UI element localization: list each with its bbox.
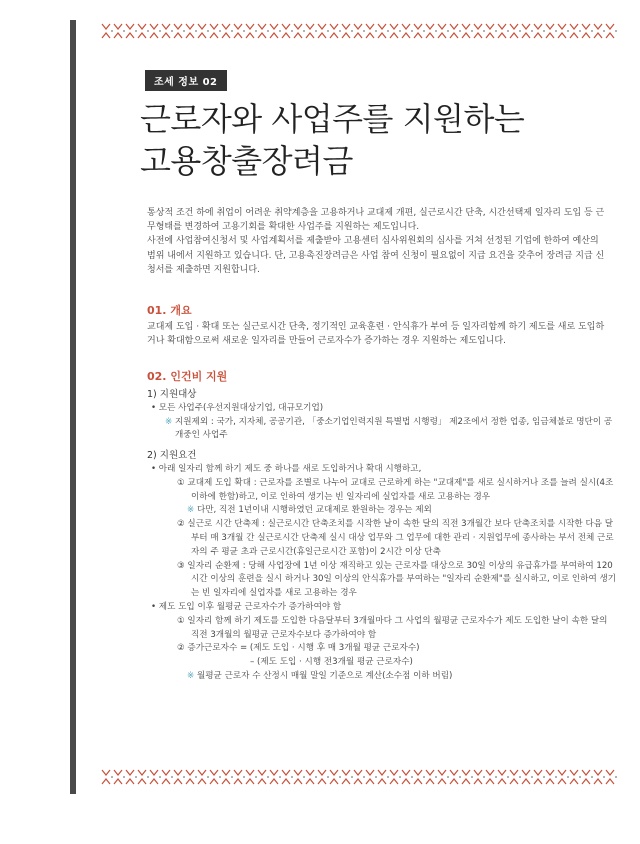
pattern-dot (423, 776, 425, 778)
requirement-item-4: ① 일자리 함께 하기 제도를 도입한 다음달부터 3개월마다 그 사업의 월평균 근로자수가 제도 도입한 날이 속한 달의 직전 3개월의 월평균 근로자수보다 증가하여야 함 (177, 615, 608, 640)
pattern-dot (243, 776, 245, 778)
pattern-dot (447, 776, 449, 778)
pattern-dot (615, 776, 617, 778)
pattern-chevron (114, 779, 122, 784)
pattern-chevron (258, 770, 266, 775)
pattern-chevron (558, 24, 566, 29)
pattern-dot (183, 30, 185, 32)
pattern-dot (267, 776, 269, 778)
requirement-item-1: ① 교대제 도입 확대 : 근로자를 조별로 나누어 교대로 근로하게 하는 "교대제"를 새로 실시하거나 조를 늘려 실시(4조 이하에 한함)하고, 이로 인하여 생기는 빈 일자리에 실업자를 새로 고용하는 경우 (177, 477, 614, 502)
pattern-chevron (282, 24, 290, 29)
section-1-paragraph: 교대제 도입 · 확대 또는 실근로시간 단축, 정기적인 교육훈련 · 안식휴가 부여 등 일자리함께 하기 제도를 새로 도입하거나 확대함으로써 새로운 일자리를 만들어 근로자수가 증가하는 경우 지원하는 제도입니다. (147, 322, 605, 347)
pattern-chevron (486, 770, 494, 775)
pattern-chevron (534, 779, 542, 784)
pattern-dot (339, 30, 341, 32)
pattern-chevron (306, 33, 314, 38)
pattern-dot (387, 776, 389, 778)
pattern-chevron (138, 779, 146, 784)
pattern-chevron (510, 33, 518, 38)
pattern-chevron (126, 779, 134, 784)
reference-mark-icon: ※ (187, 505, 195, 516)
pattern-chevron (246, 33, 254, 38)
support-target-title: 1) 지원대상 (147, 389, 197, 400)
pattern-chevron (330, 33, 338, 38)
page-title (140, 98, 524, 182)
pattern-dot (375, 30, 377, 32)
pattern-chevron (426, 33, 434, 38)
pattern-dot (411, 776, 413, 778)
pattern-chevron (498, 24, 506, 29)
pattern-dot (135, 30, 137, 32)
decorative-border-bottom (98, 766, 618, 788)
pattern-dot (315, 30, 317, 32)
pattern-dot (471, 776, 473, 778)
pattern-chevron (258, 33, 266, 38)
pattern-chevron (150, 33, 158, 38)
pattern-chevron (306, 779, 314, 784)
pattern-chevron (486, 33, 494, 38)
pattern-chevron (234, 770, 242, 775)
pattern-dot (423, 30, 425, 32)
pattern-chevron (102, 779, 110, 784)
formula-note (147, 670, 617, 684)
pattern-dot (555, 30, 557, 32)
pattern-chevron (282, 33, 290, 38)
formula-note-text: 월평균 근로자 수 산정시 매월 말일 기준으로 계산(소수점 이하 버림) (196, 670, 453, 681)
pattern-dot (195, 30, 197, 32)
exclusion-note (147, 416, 617, 444)
pattern-chevron (402, 770, 410, 775)
pattern-chevron (294, 33, 302, 38)
pattern-chevron (546, 770, 554, 775)
pattern-chevron (174, 779, 182, 784)
pattern-chevron (522, 770, 530, 775)
intro-paragraph-2: 사전에 사업참여신청서 및 사업계획서를 제출받아 고용센터 심사위원회의 심사를 거쳐 선정된 기업에 한하여 예산의 범위 내에서 지원하고 있습니다. 단, 고용촉진장려금은 사업 참여 신청이 필요없이 지급 요건을 갖추어 장려금 지급 신청서를 제출하면 지원합니다. (147, 236, 605, 275)
pattern-chevron (510, 779, 518, 784)
pattern-chevron (138, 24, 146, 29)
pattern-chevron (534, 770, 542, 775)
pattern-chevron (474, 770, 482, 775)
pattern-dot (207, 30, 209, 32)
pattern-chevron (390, 779, 398, 784)
pattern-chevron (162, 779, 170, 784)
pattern-chevron (462, 24, 470, 29)
pattern-chevron (114, 24, 122, 29)
pattern-dot (291, 30, 293, 32)
pattern-dot (111, 30, 113, 32)
pattern-chevron (474, 33, 482, 38)
requirements-bullet-2: • 제도 도입 이후 월평균 근로자수가 증가하여야 함 (151, 601, 342, 612)
pattern-dot (207, 776, 209, 778)
pattern-chevron (438, 779, 446, 784)
pattern-chevron (114, 33, 122, 38)
pattern-dot (231, 776, 233, 778)
pattern-chevron (330, 779, 338, 784)
pattern-chevron (486, 779, 494, 784)
pattern-dot (495, 30, 497, 32)
pattern-chevron (186, 33, 194, 38)
pattern-chevron (234, 779, 242, 784)
pattern-dot (111, 776, 113, 778)
pattern-dot (519, 30, 521, 32)
section-1-heading: 01. 개요 (147, 304, 192, 317)
pattern-dot (327, 30, 329, 32)
pattern-chevron (510, 24, 518, 29)
pattern-chevron (318, 770, 326, 775)
pattern-dot (579, 30, 581, 32)
pattern-dot (219, 30, 221, 32)
pattern-dot (567, 776, 569, 778)
pattern-chevron (366, 24, 374, 29)
pattern-chevron (186, 24, 194, 29)
section-tag: 조세 정보 02 (145, 70, 227, 91)
pattern-chevron (582, 770, 590, 775)
pattern-chevron (162, 33, 170, 38)
pattern-dot (351, 776, 353, 778)
pattern-chevron (606, 770, 614, 775)
pattern-chevron (354, 24, 362, 29)
pattern-chevron (426, 779, 434, 784)
pattern-chevron (150, 779, 158, 784)
pattern-dot (171, 776, 173, 778)
pattern-dot (303, 776, 305, 778)
pattern-dot (291, 776, 293, 778)
pattern-chevron (294, 779, 302, 784)
title-line-2: 고용창출장려금 (140, 142, 353, 180)
pattern-dot (459, 776, 461, 778)
pattern-dot (303, 30, 305, 32)
pattern-dot (123, 776, 125, 778)
pattern-chevron (342, 770, 350, 775)
pattern-chevron (246, 24, 254, 29)
pattern-chevron (318, 779, 326, 784)
pattern-dot (159, 30, 161, 32)
pattern-chevron (570, 33, 578, 38)
pattern-chevron (522, 24, 530, 29)
pattern-chevron (474, 24, 482, 29)
pattern-chevron (174, 33, 182, 38)
pattern-dot (543, 30, 545, 32)
pattern-chevron (534, 24, 542, 29)
pattern-chevron (294, 770, 302, 775)
pattern-dot (603, 30, 605, 32)
pattern-chevron (378, 24, 386, 29)
pattern-chevron (114, 770, 122, 775)
pattern-chevron (498, 33, 506, 38)
pattern-chevron (534, 33, 542, 38)
pattern-dot (123, 30, 125, 32)
pattern-chevron (342, 33, 350, 38)
pattern-chevron (390, 24, 398, 29)
pattern-dot (507, 776, 509, 778)
pattern-chevron (210, 33, 218, 38)
pattern-chevron (174, 24, 182, 29)
pattern-chevron (426, 24, 434, 29)
pattern-dot (159, 776, 161, 778)
pattern-chevron (306, 24, 314, 29)
pattern-chevron (402, 33, 410, 38)
pattern-chevron (582, 33, 590, 38)
section-2-body (147, 388, 617, 684)
pattern-dot (147, 776, 149, 778)
pattern-chevron (606, 779, 614, 784)
exclusion-note-text: 지원제외 : 국가, 지자체, 공공기관, 「중소기업인력지원 특별법 시행령」 제2조에서 정한 업종, 임금체불로 명단이 공개중인 사업주 (174, 416, 613, 441)
pattern-chevron (462, 770, 470, 775)
pattern-chevron (258, 24, 266, 29)
pattern-dot (447, 30, 449, 32)
pattern-dot (399, 776, 401, 778)
support-target-bullet: • 모든 사업주(우선지원대상기업, 대규모기업) (151, 402, 324, 413)
pattern-dot (579, 776, 581, 778)
pattern-chevron (390, 33, 398, 38)
pattern-dot (363, 30, 365, 32)
reference-mark-icon: ※ (187, 670, 195, 681)
pattern-dot (567, 30, 569, 32)
pattern-chevron (438, 24, 446, 29)
pattern-chevron (402, 779, 410, 784)
pattern-chevron (150, 24, 158, 29)
pattern-chevron (450, 779, 458, 784)
pattern-chevron (594, 779, 602, 784)
support-requirements-title: 2) 지원요건 (147, 450, 197, 462)
pattern-chevron (582, 24, 590, 29)
pattern-chevron (354, 770, 362, 775)
pattern-dot (327, 776, 329, 778)
pattern-chevron (546, 33, 554, 38)
pattern-chevron (198, 33, 206, 38)
pattern-chevron (414, 770, 422, 775)
pattern-dot (387, 30, 389, 32)
pattern-dot (267, 30, 269, 32)
pattern-chevron (198, 24, 206, 29)
pattern-chevron (210, 779, 218, 784)
pattern-chevron (450, 24, 458, 29)
pattern-chevron (318, 24, 326, 29)
pattern-chevron (438, 770, 446, 775)
pattern-chevron (414, 24, 422, 29)
pattern-dot (495, 776, 497, 778)
pattern-chevron (306, 770, 314, 775)
pattern-dot (483, 776, 485, 778)
pattern-chevron (222, 24, 230, 29)
pattern-chevron (462, 33, 470, 38)
pattern-chevron (522, 779, 530, 784)
pattern-dot (435, 30, 437, 32)
pattern-chevron (198, 770, 206, 775)
pattern-chevron (570, 24, 578, 29)
pattern-dot (219, 776, 221, 778)
intro-paragraph-1: 통상적 조건 하에 취업이 어려운 취약계층을 고용하거나 교대제 개편, 실근로시간 단축, 시간선택제 일자리 도입 등 근무형태를 변경하여 고용기회를 확대한 사업주를 지원하는 제도입니다. (147, 208, 605, 233)
pattern-dot (555, 776, 557, 778)
pattern-chevron (270, 24, 278, 29)
pattern-chevron (150, 770, 158, 775)
pattern-dot (591, 776, 593, 778)
pattern-dot (399, 30, 401, 32)
pattern-chevron (102, 33, 110, 38)
pattern-chevron (198, 779, 206, 784)
title-line-1: 근로자와 사업주를 지원하는 (140, 100, 525, 138)
pattern-chevron (390, 770, 398, 775)
reference-mark-icon: ※ (165, 416, 173, 427)
pattern-chevron (138, 770, 146, 775)
pattern-chevron (594, 770, 602, 775)
pattern-dot (315, 776, 317, 778)
pattern-chevron (558, 779, 566, 784)
pattern-chevron (282, 779, 290, 784)
pattern-dot (519, 776, 521, 778)
pattern-dot (603, 776, 605, 778)
pattern-chevron (450, 770, 458, 775)
pattern-chevron (462, 779, 470, 784)
pattern-chevron (126, 33, 134, 38)
pattern-dot (363, 776, 365, 778)
pattern-chevron (222, 33, 230, 38)
requirement-item-1-note-text: 다만, 직전 1년이내 시행하였던 교대제로 환원하는 경우는 제외 (196, 505, 432, 516)
pattern-chevron (270, 779, 278, 784)
pattern-dot (351, 30, 353, 32)
pattern-dot (255, 30, 257, 32)
pattern-chevron (210, 770, 218, 775)
requirement-item-3: ③ 일자리 순환제 : 당해 사업장에 1년 이상 재직하고 있는 근로자를 대상으로 30일 이상의 유급휴가를 부여하여 120시간 이상의 훈련을 실시 하거나 30일 이상의 안식휴가를 부여하는 "일자리 순환제"를 실시하고, 이로 인하여 생기는 빈 일자리에 실업자를 새로 고용하는 경우 (177, 560, 617, 599)
pattern-dot (255, 776, 257, 778)
pattern-chevron (570, 779, 578, 784)
requirement-item-1-note (147, 504, 617, 518)
pattern-dot (531, 30, 533, 32)
pattern-chevron (522, 33, 530, 38)
pattern-chevron (270, 33, 278, 38)
pattern-chevron (474, 779, 482, 784)
pattern-dot (375, 776, 377, 778)
pattern-chevron (258, 779, 266, 784)
pattern-chevron (210, 24, 218, 29)
pattern-chevron (450, 33, 458, 38)
formula-line-1: ② 증가근로자수 = (제도 도입 · 시행 후 매 3개월 평균 근로자수) (177, 643, 420, 654)
pattern-chevron (354, 33, 362, 38)
pattern-dot (591, 30, 593, 32)
pattern-chevron (246, 770, 254, 775)
pattern-chevron (270, 770, 278, 775)
pattern-chevron (138, 33, 146, 38)
pattern-chevron (414, 33, 422, 38)
pattern-chevron (594, 24, 602, 29)
pattern-chevron (414, 779, 422, 784)
pattern-chevron (498, 779, 506, 784)
pattern-dot (411, 30, 413, 32)
section-2-heading: 02. 인건비 지원 (147, 370, 228, 383)
formula-line-2: – (제도 도입 · 시행 전3개월 평균 근로자수) (250, 657, 413, 668)
pattern-chevron (126, 24, 134, 29)
pattern-chevron (330, 24, 338, 29)
pattern-chevron (378, 770, 386, 775)
pattern-chevron (234, 24, 242, 29)
pattern-chevron (102, 770, 110, 775)
pattern-chevron (126, 770, 134, 775)
pattern-chevron (426, 770, 434, 775)
section-1-body (147, 320, 609, 349)
pattern-chevron (282, 770, 290, 775)
pattern-chevron (558, 770, 566, 775)
pattern-chevron (366, 779, 374, 784)
pattern-chevron (570, 770, 578, 775)
pattern-chevron (546, 24, 554, 29)
pattern-chevron (318, 33, 326, 38)
pattern-chevron (378, 779, 386, 784)
pattern-chevron (366, 33, 374, 38)
pattern-chevron (294, 24, 302, 29)
decorative-border-top (98, 20, 618, 42)
pattern-dot (135, 776, 137, 778)
pattern-chevron (246, 779, 254, 784)
pattern-chevron (162, 770, 170, 775)
pattern-chevron (510, 770, 518, 775)
pattern-chevron (486, 24, 494, 29)
pattern-chevron (594, 33, 602, 38)
pattern-dot (279, 30, 281, 32)
pattern-chevron (222, 770, 230, 775)
pattern-dot (339, 776, 341, 778)
pattern-chevron (186, 770, 194, 775)
pattern-dot (615, 30, 617, 32)
pattern-chevron (606, 33, 614, 38)
pattern-chevron (354, 779, 362, 784)
pattern-chevron (438, 33, 446, 38)
pattern-dot (243, 30, 245, 32)
pattern-dot (195, 776, 197, 778)
pattern-chevron (498, 770, 506, 775)
pattern-chevron (366, 770, 374, 775)
pattern-chevron (582, 779, 590, 784)
intro-text (147, 206, 609, 277)
pattern-dot (459, 30, 461, 32)
requirements-bullet-1: • 아래 일자리 함께 하기 제도 중 하나를 새로 도입하거나 확대 시행하고, (151, 463, 422, 474)
pattern-chevron (174, 770, 182, 775)
pattern-chevron (222, 779, 230, 784)
requirement-item-2: ② 실근로 시간 단축제 : 실근로시간 단축조치를 시작한 날이 속한 달의 직전 3개월간 보다 단축조치를 시작한 다음 달부터 매 3개월 간 실근로시간 단축제 실시 대상 업무와 그 업무에 대한 관리 · 지원업무에 종사하는 부서 전체 근로자의 주 평균 초과 근로시간(휴일근로시간 포함)이 2시간 이상 단축 (177, 519, 614, 557)
pattern-chevron (402, 24, 410, 29)
pattern-dot (183, 776, 185, 778)
pattern-dot (483, 30, 485, 32)
pattern-dot (543, 776, 545, 778)
pattern-chevron (102, 24, 110, 29)
pattern-chevron (378, 33, 386, 38)
pattern-chevron (162, 24, 170, 29)
pattern-chevron (342, 24, 350, 29)
pattern-dot (147, 30, 149, 32)
pattern-dot (279, 776, 281, 778)
pattern-dot (171, 30, 173, 32)
pattern-dot (435, 776, 437, 778)
pattern-chevron (186, 779, 194, 784)
pattern-chevron (234, 33, 242, 38)
pattern-dot (531, 776, 533, 778)
pattern-dot (231, 30, 233, 32)
pattern-chevron (558, 33, 566, 38)
pattern-dot (471, 30, 473, 32)
pattern-chevron (342, 779, 350, 784)
pattern-chevron (330, 770, 338, 775)
pattern-dot (507, 30, 509, 32)
pattern-chevron (606, 24, 614, 29)
pattern-chevron (546, 779, 554, 784)
page-edge-shadow (70, 20, 76, 794)
